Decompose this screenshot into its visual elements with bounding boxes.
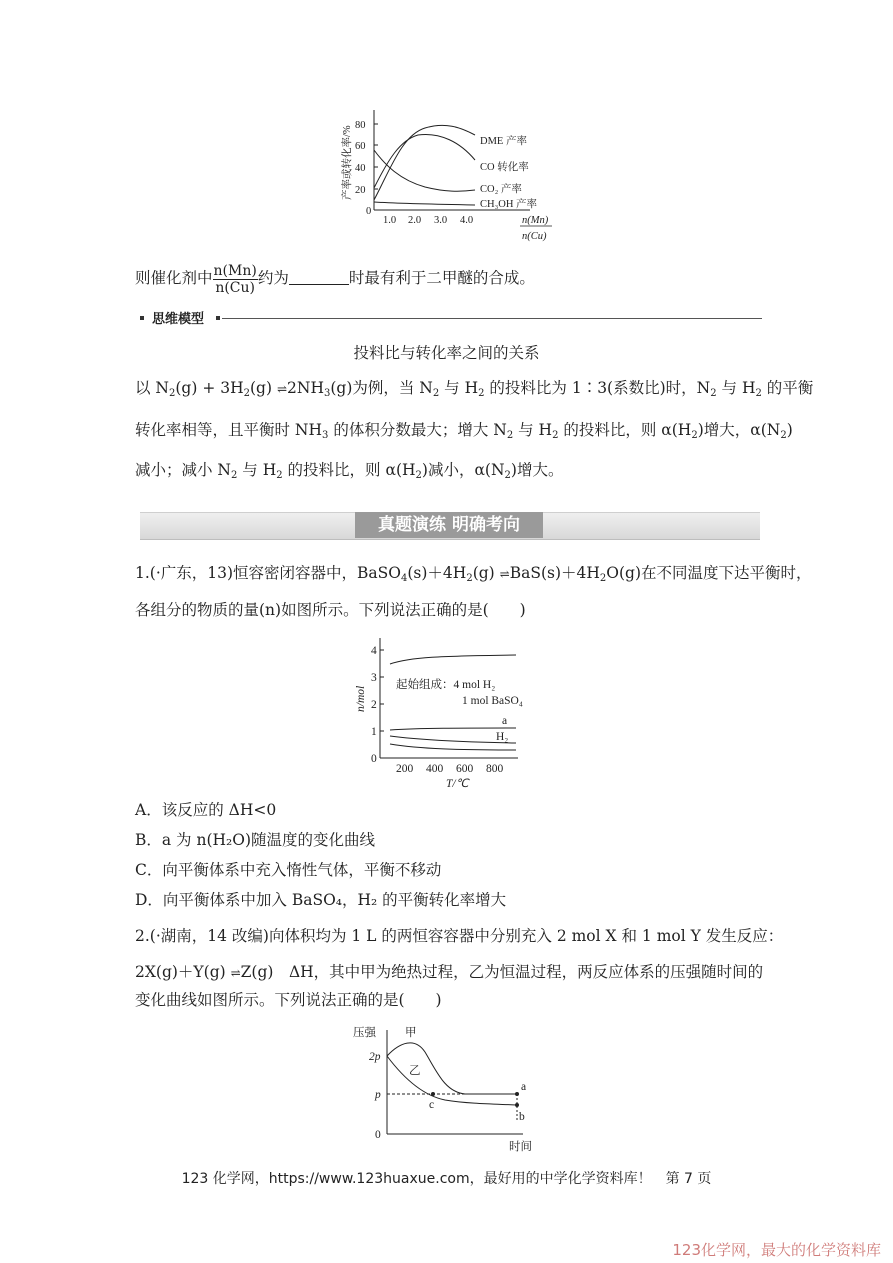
thinking-model-header	[140, 310, 762, 327]
text: 的投料比，则 α(H	[558, 421, 692, 439]
text: Z(g) ΔH，其中甲为绝热过程，乙为恒温过程，两反应体系的压强随时间的	[240, 963, 764, 981]
text: (g) + 3H	[175, 379, 244, 397]
q1-xtick: 400	[426, 763, 444, 775]
q2-line-3: 变化曲线如图所示。下列说法正确的是( )	[135, 991, 442, 1009]
q1-label-a: a	[502, 715, 508, 727]
q2-pressure-chart	[345, 1022, 545, 1154]
text: 2X(g)＋Y(g)	[135, 963, 231, 981]
text: (g)为例，当 N	[330, 379, 433, 397]
text: 的体积分数最大；增大 N	[328, 421, 507, 439]
q2-label-c: c	[429, 1099, 435, 1111]
q1-xtick: 600	[456, 763, 474, 775]
text: 与 H	[513, 421, 553, 439]
text: )	[786, 421, 793, 439]
q2-ytick-0: 0	[375, 1129, 381, 1141]
q1-ytick: 0	[371, 753, 377, 765]
q1-ytick: 2	[371, 699, 377, 711]
text: 的平衡	[761, 379, 814, 397]
text: 与 H	[439, 379, 479, 397]
chart1-xtick: 4.0	[460, 215, 474, 226]
q1-chart-note-1: 起始组成：4 mol H₂	[396, 679, 496, 691]
text: 的投料比为 1∶3(系数比)时，N	[484, 379, 711, 397]
text: )增大。	[510, 461, 564, 479]
q1-option-d[interactable]: D．向平衡体系中加入 BaSO₄，H₂ 的平衡转化率增大	[135, 891, 507, 909]
equilibrium-arrow-icon: ⇌	[230, 966, 241, 980]
q1-top-curve	[390, 655, 516, 664]
q1-line-2: 各组分的物质的量(n)如图所示。下列说法正确的是( )	[135, 601, 526, 619]
prev-question-prefix: 则催化剂中	[135, 269, 213, 287]
q1-option-a[interactable]: A．该反应的 ΔH<0	[135, 801, 277, 819]
chart1-xtick: 3.0	[434, 215, 448, 226]
page-footer: 123 化学网，https://www.123huaxue.com，最好用的中学化学资料库！ 第 7 页	[181, 1171, 712, 1187]
q2-jia-curve	[387, 1043, 517, 1094]
header-divider	[222, 318, 762, 319]
chart1-xlabel-den: n(Cu)	[522, 231, 547, 242]
watermark: 123化学网，最大的化学资料库	[672, 1241, 881, 1259]
q1-mole-chart	[350, 632, 530, 792]
chart1-ytick: 0	[366, 206, 372, 217]
ch3oh-yield-curve	[374, 202, 475, 205]
text: 2NH	[287, 379, 324, 397]
co2-yield-label: CO₂ 产率	[480, 184, 522, 195]
text: 减小；减小 N	[135, 461, 231, 479]
text: O(g)在不同温度下达平衡时，	[606, 564, 812, 582]
ch3oh-yield-label: CH₃OH 产率	[480, 199, 538, 210]
q1-option-b[interactable]: B．a 为 n(H₂O)随温度的变化曲线	[135, 831, 376, 849]
dme-yield-chart	[330, 100, 570, 248]
q1-chart-ylabel: n/mol	[355, 685, 367, 712]
model-line-2: 转化率相等，且平衡时 $NH_3$ 的体积分数最大；增大 $N_2$ 与 $H_2$ 的投料比，则 $\alpha(H_2)$增大，$\alpha(N_2)$	[135, 421, 793, 441]
q2-line-1: 2.(·湖南，14 改编)向体积均为 1 L 的两恒容容器中分别充入 2 mol X 和 1 mol Y 发生反应：	[135, 927, 784, 945]
answer-blank[interactable]	[289, 270, 349, 285]
dme-yield-label: DME 产率	[480, 136, 527, 147]
q1-line-1: 1.(·广东，13)恒容密闭容器中，$BaSO_4(s)+4H_2(g)$ $\rightleftharpoons BaS(s)+4H_2O(g)$在不同温度下达平衡时，	[135, 564, 812, 584]
q1-chart-yticks	[371, 645, 384, 765]
co-conversion-label: CO 转化率	[480, 162, 529, 173]
square-bullet-icon	[216, 316, 220, 320]
q1-a-curve	[390, 728, 516, 730]
mn-cu-fraction	[213, 263, 258, 296]
text: 与 H	[716, 379, 756, 397]
q2-label-yi: 乙	[409, 1065, 421, 1077]
square-bullet-icon	[140, 316, 144, 320]
model-title: 投料比与转化率之间的关系	[353, 344, 540, 362]
q1-chart-xlabel: T/℃	[446, 778, 469, 790]
text: 与 H	[237, 461, 277, 479]
chart1-ytick: 60	[355, 141, 366, 152]
text: )增大，α(N	[697, 421, 781, 439]
q1-ytick: 4	[371, 645, 377, 657]
thinking-model-label: 思维模型	[152, 312, 205, 327]
q1-ytick: 3	[371, 672, 377, 684]
text: 的投料比，则 α(H	[282, 461, 416, 479]
q2-ytick-2p: 2p	[369, 1051, 381, 1063]
prev-question-line	[135, 258, 535, 298]
q2-label-a: a	[521, 1081, 527, 1093]
prev-question-suffix: 时最有利于二甲醚的合成。	[348, 269, 535, 287]
model-line-1: 以 $N_2(g) + 3H_2(g)$ $\rightleftharpoons 2NH_3(g)$为例，当 $N_2$ 与 $H_2$ 的投料比为 1∶3(系数比)时，$N_2$ 与 $H_2$ 的平衡	[135, 379, 814, 399]
fraction-numerator: n(Mn)	[213, 262, 257, 279]
q1-chart-note-2: 1 mol BaSO₄	[462, 695, 523, 707]
chart1-ytick: 80	[355, 120, 366, 131]
section-title: 真题演练 明确考向	[355, 512, 543, 538]
q2-chart-xlabel: 时间	[509, 1141, 532, 1153]
text: (g)	[472, 564, 500, 582]
text: 转化率相等，且平衡时 NH	[135, 421, 323, 439]
chart1-xtick: 1.0	[383, 215, 397, 226]
q2-chart-ylabel: 压强	[353, 1027, 376, 1039]
text: (g)	[250, 379, 277, 397]
model-line-3: 减小；减小 $N_2$ 与 $H_2$ 的投料比，则 $\alpha(H_2)$减小，$\alpha(N_2)$增大。	[135, 461, 564, 481]
equilibrium-arrow-icon: ⇌	[276, 382, 288, 396]
chart1-xticks	[383, 215, 473, 226]
q2-label-jia: 甲	[405, 1027, 417, 1039]
text: 1.(·广东，13)恒容密闭容器中，BaSO	[135, 564, 401, 582]
q2-yi-curve	[387, 1056, 517, 1105]
text: BaS(s)＋4H	[509, 564, 600, 582]
q1-ytick: 1	[371, 726, 377, 738]
q1-xtick: 200	[396, 763, 414, 775]
chart1-xlabel-num: n(Mn)	[522, 215, 549, 226]
chart1-ytick: 20	[355, 185, 366, 196]
chart1-ytick: 40	[355, 163, 366, 174]
co-conversion-curve	[374, 134, 475, 188]
q1-label-h2: H₂	[496, 731, 509, 743]
fraction-denominator: n(Cu)	[215, 279, 255, 296]
q1-option-c[interactable]: C．向平衡体系中充入惰性气体，平衡不移动	[135, 861, 442, 879]
q1-bottom-curve	[390, 744, 516, 750]
chart1-xtick: 2.0	[408, 215, 422, 226]
q1-xtick: 800	[486, 763, 504, 775]
q1-chart-xticks	[396, 763, 504, 775]
text: )减小，α(N	[421, 461, 505, 479]
q2-line-2	[135, 962, 763, 983]
q2-ytick-p: p	[375, 1089, 381, 1101]
text: 以 N	[135, 379, 169, 397]
q2-label-b: b	[519, 1111, 525, 1123]
text: (s)＋4H	[407, 564, 467, 582]
chart1-ylabel: 产率或转化率/%	[342, 125, 353, 200]
equilibrium-arrow-icon: ⇌	[499, 567, 510, 581]
prev-question-mid: 约为	[257, 269, 289, 287]
dme-yield-curve	[374, 125, 475, 200]
